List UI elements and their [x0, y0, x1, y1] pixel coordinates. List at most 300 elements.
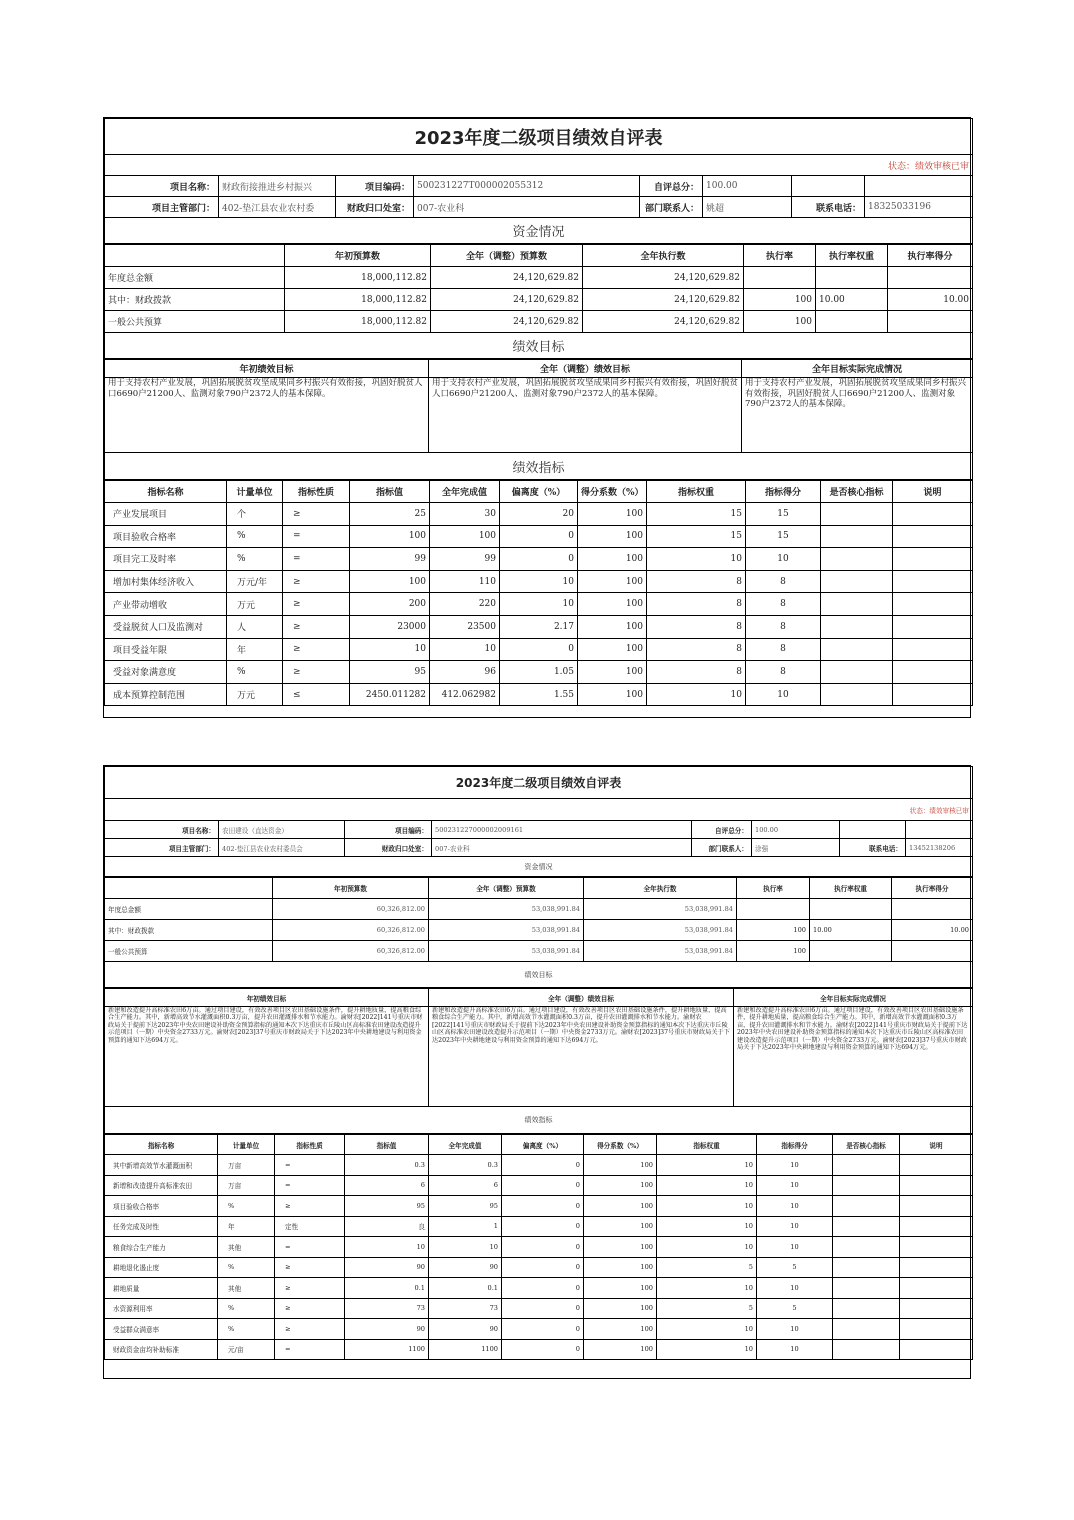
- indicator-cell: 其他: [218, 1278, 275, 1299]
- phone-value: 13452138206: [906, 839, 973, 857]
- funds-cell: 60,326,812.00: [273, 941, 429, 962]
- indicator-cell: [833, 1278, 900, 1299]
- dept-label: 项目主管部门：: [105, 839, 219, 857]
- form-title: 2023年度二级项目绩效自评表: [105, 119, 973, 155]
- indicator-cell: 95: [429, 1196, 502, 1217]
- indicator-cell: 10: [757, 1155, 833, 1176]
- indicator-cell: 0: [502, 1339, 584, 1360]
- goal-text: 用于支持农村产业发展，巩固拓展脱贫攻坚成果同乡村振兴有效衔接，巩固好脱贫人口6690户21200人、监测对象790户2372人的基本保障。: [105, 378, 429, 453]
- indicator-cell: 10: [350, 638, 430, 661]
- indicator-header: 指标值: [350, 481, 430, 503]
- table-row: [105, 311, 973, 333]
- indicator-cell: [893, 615, 973, 638]
- indicator-cell: 0.1: [429, 1278, 502, 1299]
- indicator-cell: [900, 1155, 973, 1176]
- indicator-cell: 99: [430, 548, 500, 571]
- indicator-cell: 0: [502, 1196, 584, 1217]
- indicator-cell: 任务完成及时性: [105, 1216, 218, 1237]
- funds-cell: 一般公共预算: [105, 941, 273, 962]
- indicator-cell: 8: [647, 661, 746, 684]
- funds-cell: 10.00: [888, 289, 973, 311]
- indicator-cell: 10: [657, 1237, 757, 1258]
- funds-cell: 53,038,991.84: [584, 941, 737, 962]
- goals-table: [104, 359, 973, 480]
- table-row: [105, 267, 973, 289]
- indicator-cell: 15: [746, 525, 821, 548]
- indicator-cell: =: [275, 1237, 345, 1258]
- funds-cell: 10.00: [816, 289, 888, 311]
- indicator-cell: 1100: [345, 1339, 429, 1360]
- indicator-cell: [900, 1257, 973, 1278]
- indicator-cell: 100: [584, 1155, 657, 1176]
- indicator-cell: 100: [578, 638, 647, 661]
- indicator-cell: 1: [429, 1216, 502, 1237]
- indicator-cell: 6: [429, 1175, 502, 1196]
- table-row: [105, 548, 973, 571]
- funds-cell: 24,120,629.82: [431, 267, 583, 289]
- self-score-label: 自评总分：: [640, 176, 703, 197]
- funds-cell: 18,000,112.82: [285, 311, 431, 333]
- indicator-cell: [900, 1319, 973, 1340]
- table-row: [105, 289, 973, 311]
- indicator-cell: 万元/年: [227, 570, 283, 593]
- indicator-cell: 10: [746, 683, 821, 706]
- indicator-cell: [893, 525, 973, 548]
- indicator-header: 指标得分: [757, 1135, 833, 1155]
- indicator-cell: 1.05: [500, 661, 578, 684]
- self-score-value: 100.00: [752, 821, 840, 839]
- funds-section-heading: 资金情况: [105, 218, 973, 244]
- indicator-cell: [900, 1278, 973, 1299]
- indicator-cell: 100: [584, 1237, 657, 1258]
- indicator-cell: 90: [429, 1257, 502, 1278]
- table-row: [105, 570, 973, 593]
- indicator-header: 是否核心指标: [821, 481, 893, 503]
- funds-cell: 53,038,991.84: [584, 920, 737, 941]
- funds-header: [105, 245, 285, 267]
- funds-cell: 53,038,991.84: [429, 899, 584, 920]
- indicator-cell: 5: [657, 1298, 757, 1319]
- indicator-cell: %: [218, 1319, 275, 1340]
- indicator-cell: 100: [584, 1339, 657, 1360]
- funds-table: [104, 244, 973, 359]
- table-row: [105, 1196, 973, 1217]
- indicator-cell: 财政资金亩均补助标准: [105, 1339, 218, 1360]
- indicator-cell: 其他: [218, 1237, 275, 1258]
- table-row: [105, 1155, 973, 1176]
- indicator-cell: 100: [430, 525, 500, 548]
- funds-cell: 24,120,629.82: [431, 289, 583, 311]
- phone-value: 18325033196: [865, 197, 973, 218]
- indicator-cell: 0: [502, 1216, 584, 1237]
- indicator-cell: 15: [746, 503, 821, 526]
- indicator-cell: =: [275, 1155, 345, 1176]
- indicator-cell: %: [218, 1298, 275, 1319]
- indicator-cell: 个: [227, 503, 283, 526]
- funds-cell: 60,326,812.00: [273, 920, 429, 941]
- indicators-table: [104, 480, 973, 706]
- funds-cell: [892, 899, 973, 920]
- funds-header: 全年（调整）预算数: [429, 878, 584, 899]
- table-row: [105, 615, 973, 638]
- goals-table: [104, 988, 973, 1134]
- indicator-header: 指标得分: [746, 481, 821, 503]
- indicator-cell: [893, 638, 973, 661]
- funds-cell: [888, 267, 973, 289]
- indicator-cell: [893, 661, 973, 684]
- indicator-cell: 8: [746, 615, 821, 638]
- indicator-cell: 100: [584, 1216, 657, 1237]
- indicator-cell: 10: [757, 1319, 833, 1340]
- indicator-cell: 万元: [227, 683, 283, 706]
- funds-header: 全年执行数: [583, 245, 744, 267]
- indicator-cell: 220: [430, 593, 500, 616]
- indicator-cell: 0: [500, 548, 578, 571]
- funds-header: 执行率权重: [810, 878, 892, 899]
- indicator-cell: 10: [500, 593, 578, 616]
- table-row: [105, 503, 973, 526]
- indicator-cell: [833, 1237, 900, 1258]
- table-row: [105, 1237, 973, 1258]
- indicator-cell: 新增和改造提升高标准农田: [105, 1175, 218, 1196]
- funds-cell: 10.00: [810, 920, 892, 941]
- indicator-cell: 25: [350, 503, 430, 526]
- indicator-cell: 100: [584, 1257, 657, 1278]
- goal-text: 用于支持农村产业发展，巩固拓展脱贫攻坚成果同乡村振兴有效衔接，巩固好脱贫人口6690户21200人、监测对象790户2372人的基本保障。: [742, 378, 973, 453]
- indicator-cell: 73: [429, 1298, 502, 1319]
- indicator-cell: 8: [746, 638, 821, 661]
- funds-cell: 24,120,629.82: [431, 311, 583, 333]
- funds-header: 全年（调整）预算数: [431, 245, 583, 267]
- indicator-cell: [900, 1196, 973, 1217]
- indicator-cell: 8: [746, 570, 821, 593]
- table-row: [105, 525, 973, 548]
- project-code-label: 项目编码：: [336, 176, 414, 197]
- funds-cell: [744, 267, 816, 289]
- indicator-cell: 0: [502, 1257, 584, 1278]
- indicator-cell: [821, 570, 893, 593]
- project-code-label: 项目编码：: [345, 821, 432, 839]
- form-header-table: [104, 118, 973, 244]
- funds-cell: 53,038,991.84: [429, 920, 584, 941]
- funds-table: [104, 877, 973, 988]
- indicator-cell: ≥: [275, 1196, 345, 1217]
- indicator-cell: 100: [578, 548, 647, 571]
- funds-cell: 年度总金额: [105, 899, 273, 920]
- funds-cell: 其中：财政拨款: [105, 920, 273, 941]
- dept-contact-label: 部门联系人：: [640, 197, 703, 218]
- finance-office-label: 财政归口处室：: [336, 197, 414, 218]
- finance-office-label: 财政归口处室：: [345, 839, 432, 857]
- indicator-cell: ≤: [283, 683, 350, 706]
- indicator-cell: 10: [757, 1175, 833, 1196]
- indicator-cell: [900, 1339, 973, 1360]
- indicator-cell: 0: [502, 1319, 584, 1340]
- indicator-cell: 耕地质量: [105, 1278, 218, 1299]
- indicator-cell: 10: [345, 1237, 429, 1258]
- indicator-cell: 100: [350, 570, 430, 593]
- funds-cell: [810, 899, 892, 920]
- indicator-cell: 90: [345, 1319, 429, 1340]
- table-row: [105, 638, 973, 661]
- indicator-cell: 项目完工及时率: [105, 548, 227, 571]
- indicator-header: 指标值: [345, 1135, 429, 1155]
- indicator-cell: 10: [500, 570, 578, 593]
- indicator-cell: ≥: [275, 1319, 345, 1340]
- indicator-header: 是否核心指标: [833, 1135, 900, 1155]
- table-row: [105, 1278, 973, 1299]
- funds-cell: 100: [744, 289, 816, 311]
- table-row: [105, 683, 973, 706]
- project-code-value: 500231227T000002055312: [414, 176, 640, 197]
- indicator-cell: [893, 503, 973, 526]
- indicator-cell: [833, 1196, 900, 1217]
- indicator-cell: 1100: [429, 1339, 502, 1360]
- indicator-cell: 30: [430, 503, 500, 526]
- indicator-cell: [833, 1175, 900, 1196]
- funds-header: [105, 878, 273, 899]
- dept-contact-value: 涂强: [752, 839, 840, 857]
- indicator-cell: 100: [584, 1278, 657, 1299]
- indicator-cell: =: [283, 525, 350, 548]
- form-header-table: [104, 766, 973, 877]
- indicator-cell: 0: [502, 1155, 584, 1176]
- indicator-cell: 5: [757, 1257, 833, 1278]
- indicator-cell: 万亩: [218, 1155, 275, 1176]
- indicator-cell: 100: [578, 525, 647, 548]
- indicator-cell: ≥: [275, 1278, 345, 1299]
- indicator-cell: ≥: [283, 503, 350, 526]
- indicator-cell: 100: [584, 1196, 657, 1217]
- indicator-cell: 年: [227, 638, 283, 661]
- funds-cell: 100: [737, 920, 810, 941]
- indicator-cell: 6: [345, 1175, 429, 1196]
- funds-cell: 100: [737, 941, 810, 962]
- indicator-cell: 10: [657, 1278, 757, 1299]
- indicator-cell: 412.062982: [430, 683, 500, 706]
- indicator-cell: 增加村集体经济收入: [105, 570, 227, 593]
- indicator-cell: [821, 525, 893, 548]
- indicator-cell: [821, 683, 893, 706]
- funds-header: 年初预算数: [273, 878, 429, 899]
- indicator-cell: 1.55: [500, 683, 578, 706]
- table-row: [105, 1298, 973, 1319]
- indicator-cell: ≥: [283, 638, 350, 661]
- indicator-cell: [900, 1216, 973, 1237]
- indicator-cell: [893, 548, 973, 571]
- goal-text: 新建和改造提升高标准农田6万亩。通过项目建设，有效改善项目区农田基础设施条件，提升耕地质量，提高粮食综合生产能力。其中，新增高效节水灌溉面积0.3万亩，提升农田灌溉排水和节水能力。渝财农[2022]141号重庆市财政局关于提前下达2023年中央农田建设补助资金预算指标的通知本次下达重庆市丘陵山区高标准农田建设改造提升示范项目（一期）中央资金2733万元。渝财农[2023]37号重庆市财政局关于下达2023年中央耕地建设与利用资金预算的通知下达694万元。: [429, 1007, 734, 1107]
- indicator-cell: 10: [657, 1196, 757, 1217]
- indicator-cell: 8: [647, 570, 746, 593]
- indicator-cell: 水资源利用率: [105, 1298, 218, 1319]
- indicator-cell: ≥: [275, 1257, 345, 1278]
- indicator-cell: [893, 683, 973, 706]
- indicator-cell: 100: [578, 661, 647, 684]
- funds-cell: 年度总金额: [105, 267, 285, 289]
- indicator-cell: 100: [578, 615, 647, 638]
- indicator-cell: 10: [746, 548, 821, 571]
- funds-header: 执行率权重: [816, 245, 888, 267]
- indicator-cell: 项目受益年限: [105, 638, 227, 661]
- funds-cell: [737, 899, 810, 920]
- indicators-section-heading: 绩效指标: [105, 453, 973, 480]
- funds-cell: 24,120,629.82: [583, 267, 744, 289]
- indicator-header: 得分系数（%）: [578, 481, 647, 503]
- indicator-cell: 10: [757, 1278, 833, 1299]
- indicator-cell: 8: [647, 638, 746, 661]
- funds-cell: 10.00: [892, 920, 973, 941]
- indicator-cell: 项目验收合格率: [105, 1196, 218, 1217]
- funds-cell: [892, 941, 973, 962]
- indicator-cell: ≥: [275, 1298, 345, 1319]
- indicator-cell: 90: [345, 1257, 429, 1278]
- funds-cell: [816, 267, 888, 289]
- indicator-header: 说明: [900, 1135, 973, 1155]
- goals-section-heading: 绩效目标: [105, 333, 973, 359]
- indicator-header: 说明: [893, 481, 973, 503]
- funds-cell: 53,038,991.84: [429, 941, 584, 962]
- indicator-cell: 100: [584, 1298, 657, 1319]
- indicator-header: 偏离度（%）: [500, 481, 578, 503]
- indicator-cell: 耕地退化遏止度: [105, 1257, 218, 1278]
- phone-label: 联系电话：: [840, 839, 906, 857]
- indicator-cell: =: [283, 548, 350, 571]
- indicator-cell: [833, 1155, 900, 1176]
- indicator-header: 指标权重: [657, 1135, 757, 1155]
- indicator-cell: 5: [657, 1257, 757, 1278]
- goal-text: 用于支持农村产业发展，巩固拓展脱贫攻坚成果同乡村振兴有效衔接，巩固好脱贫人口6690户21200人、监测对象790户2372人的基本保障。: [429, 378, 742, 453]
- form-title: 2023年度二级项目绩效自评表: [105, 767, 973, 799]
- indicator-cell: 10: [657, 1216, 757, 1237]
- indicator-cell: 10: [430, 638, 500, 661]
- indicator-cell: ≥: [283, 615, 350, 638]
- indicator-cell: [821, 593, 893, 616]
- indicator-cell: %: [227, 548, 283, 571]
- indicator-cell: 5: [757, 1298, 833, 1319]
- indicator-cell: [821, 503, 893, 526]
- funds-cell: 其中：财政拨款: [105, 289, 285, 311]
- indicator-cell: 0: [502, 1298, 584, 1319]
- dept-value: 402-垫江县农业农村委: [219, 197, 336, 218]
- indicator-cell: 90: [429, 1319, 502, 1340]
- indicator-cell: =: [275, 1339, 345, 1360]
- funds-header: 执行率: [744, 245, 816, 267]
- funds-cell: 18,000,112.82: [285, 289, 431, 311]
- indicator-header: 全年完成值: [429, 1135, 502, 1155]
- indicator-cell: %: [227, 661, 283, 684]
- indicator-cell: 2.17: [500, 615, 578, 638]
- indicator-cell: 100: [578, 593, 647, 616]
- indicator-cell: 项目验收合格率: [105, 525, 227, 548]
- indicator-cell: 其中新增高效节水灌溉面积: [105, 1155, 218, 1176]
- indicator-header: 得分系数（%）: [584, 1135, 657, 1155]
- indicator-cell: 100: [584, 1319, 657, 1340]
- indicator-cell: [821, 661, 893, 684]
- funds-cell: 100: [744, 311, 816, 333]
- indicator-cell: [900, 1237, 973, 1258]
- goals-header: 全年目标实际完成情况: [742, 360, 973, 378]
- indicator-cell: 0.3: [429, 1155, 502, 1176]
- funds-cell: 60,326,812.00: [273, 899, 429, 920]
- indicator-cell: 23500: [430, 615, 500, 638]
- funds-header: 执行率得分: [888, 245, 973, 267]
- indicator-header: 指标名称: [105, 481, 227, 503]
- indicator-cell: 成本预算控制范围: [105, 683, 227, 706]
- dept-value: 402-垫江县农业农村委员会: [219, 839, 345, 857]
- indicator-cell: 99: [350, 548, 430, 571]
- indicator-cell: 8: [746, 593, 821, 616]
- indicator-cell: 20: [500, 503, 578, 526]
- table-row: [105, 1216, 973, 1237]
- indicator-cell: 0: [500, 638, 578, 661]
- indicator-cell: [821, 638, 893, 661]
- funds-cell: [816, 311, 888, 333]
- table-row: [105, 593, 973, 616]
- indicator-cell: 73: [345, 1298, 429, 1319]
- indicator-cell: 8: [647, 615, 746, 638]
- indicator-cell: %: [227, 525, 283, 548]
- indicator-cell: 受益脱贫人口及监测对: [105, 615, 227, 638]
- indicator-cell: 0.1: [345, 1278, 429, 1299]
- indicator-cell: 0.3: [345, 1155, 429, 1176]
- indicator-cell: 95: [345, 1196, 429, 1217]
- indicator-header: 指标名称: [105, 1135, 218, 1155]
- funds-header: 执行率: [737, 878, 810, 899]
- indicator-cell: 8: [647, 593, 746, 616]
- indicator-cell: 0: [502, 1175, 584, 1196]
- project-name-label: 项目名称：: [105, 821, 219, 839]
- indicator-cell: [833, 1298, 900, 1319]
- indicator-header: 指标性质: [275, 1135, 345, 1155]
- funds-header: 执行率得分: [892, 878, 973, 899]
- status-text: 状态：绩效审核已审: [105, 799, 973, 821]
- indicator-cell: 110: [430, 570, 500, 593]
- table-row: [105, 941, 973, 962]
- indicator-cell: 15: [647, 503, 746, 526]
- indicator-cell: 200: [350, 593, 430, 616]
- indicator-cell: 0: [502, 1278, 584, 1299]
- indicator-cell: 15: [647, 525, 746, 548]
- goals-header: 全年（调整）绩效目标: [429, 989, 734, 1007]
- table-row: [105, 1175, 973, 1196]
- indicator-cell: 100: [578, 503, 647, 526]
- indicator-cell: 10: [757, 1237, 833, 1258]
- goals-header: 全年目标实际完成情况: [734, 989, 973, 1007]
- funds-cell: [810, 941, 892, 962]
- indicator-cell: [900, 1175, 973, 1196]
- indicator-cell: %: [218, 1257, 275, 1278]
- self-score-value: 100.00: [703, 176, 792, 197]
- project-name-value: 农田建设（直达资金）: [219, 821, 345, 839]
- indicator-cell: [821, 548, 893, 571]
- indicator-cell: [893, 593, 973, 616]
- indicator-cell: 10: [647, 683, 746, 706]
- indicator-cell: 23000: [350, 615, 430, 638]
- indicator-cell: 0: [502, 1237, 584, 1258]
- indicator-cell: [900, 1298, 973, 1319]
- table-row: [105, 920, 973, 941]
- indicator-cell: =: [275, 1175, 345, 1196]
- dept-contact-label: 部门联系人：: [692, 839, 752, 857]
- dept-contact-value: 姚超: [703, 197, 792, 218]
- indicator-cell: ≥: [283, 661, 350, 684]
- project-name-value: 财政衔接推进乡村振兴: [219, 176, 336, 197]
- indicator-cell: ≥: [283, 593, 350, 616]
- indicator-cell: 10: [657, 1175, 757, 1196]
- indicator-cell: 元/亩: [218, 1339, 275, 1360]
- indicator-cell: %: [218, 1196, 275, 1217]
- indicator-cell: 人: [227, 615, 283, 638]
